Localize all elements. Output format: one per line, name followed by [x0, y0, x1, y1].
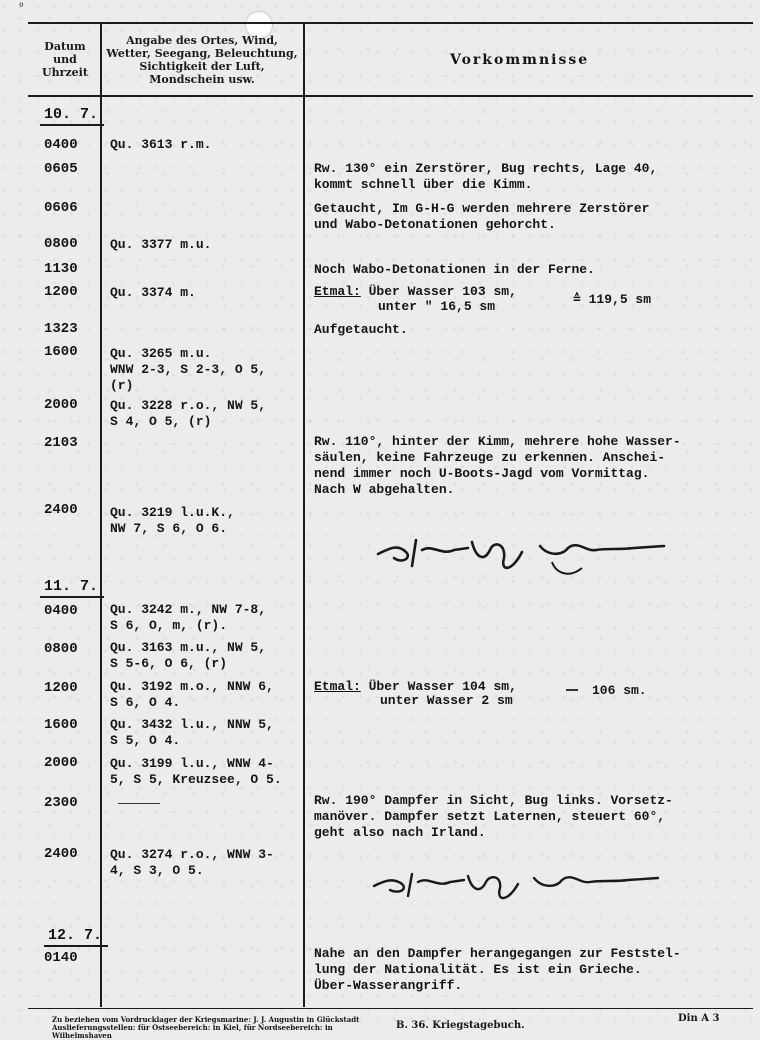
event-0605: Rw. 130° ein Zerstörer, Bug rechts, Lage 40, kommt schnell über die Kimm. — [314, 161, 658, 192]
signature-2 — [368, 858, 668, 910]
position-2400-11: Qu. 3274 r.o., WNW 3- 4, S 3, O 5. — [110, 847, 274, 878]
time-2000: 2000 — [44, 397, 78, 413]
time-2103: 2103 — [44, 435, 78, 451]
time-0800: 0800 — [44, 236, 78, 252]
col-divider-1 — [100, 22, 102, 1007]
time-2300-11: 2300 — [44, 795, 78, 811]
etmal-over-water: Über Wasser 103 sm, — [368, 284, 517, 299]
footer-printer-note: Zu beziehen vom Vordrucklager der Kriegsmarine: J. J. Augustin in Glückstadt Auslieferungsstellen: für Ostseebereich: in Kiel, für Nordseebereich: in Wilhelmshaven — [52, 1015, 360, 1040]
footer-paper-size: Din A 3 — [678, 1013, 720, 1024]
etmal-under-water: unter " 16,5 sm — [378, 299, 496, 314]
top-rule — [28, 22, 753, 24]
event-2103: Rw. 110°, hinter der Kimm, mehrere hohe Wasser- säulen, keine Fahrzeuge zu erkennen. Anschei- nend immer noch U-Boots-Jagd vom Vormittag. Nach W abgehalten. — [314, 434, 681, 497]
event-1130: Noch Wabo-Detonationen in der Ferne. — [314, 262, 595, 277]
etmal-11-7-line2 — [380, 693, 513, 709]
etmal-10-7 — [314, 284, 517, 300]
position-0800-11: Qu. 3163 m.u., NW 5, S 5-6, O 6, (r) — [110, 640, 267, 671]
position-1200: Qu. 3374 m. — [110, 285, 196, 300]
time-0400: 0400 — [44, 137, 78, 153]
time-1323: 1323 — [44, 321, 78, 337]
time-0606: 0606 — [44, 200, 78, 216]
etmal-total-11-7: 106 sm. — [592, 683, 647, 698]
time-1600-11: 1600 — [44, 717, 78, 733]
etmal-over-water-11: Über Wasser 104 sm, — [368, 679, 517, 694]
header-bottom-rule — [28, 95, 753, 97]
etmal-total-10-7: ≙ 119,5 sm — [573, 292, 652, 307]
etmal-label-11: Etmal: — [314, 679, 361, 694]
time-1200-11: 1200 — [44, 680, 78, 696]
etmal-10-7-line2 — [378, 299, 495, 315]
event-0606: Getaucht, Im G-H-G werden mehrere Zerstörer und Wabo-Detonationen gehorcht. — [314, 201, 650, 232]
signature-1 — [372, 522, 682, 584]
footer-form-id: B. 36. Kriegstagebuch. — [396, 1020, 525, 1031]
time-0140-12: 0140 — [44, 950, 78, 966]
date-12-7: 12. 7. — [48, 927, 103, 944]
event-1323: Aufgetaucht. — [314, 322, 408, 337]
position-0800: Qu. 3377 m.u. — [110, 237, 212, 252]
event-2300-11: Rw. 190° Dampfer in Sicht, Bug links. Vorsetz- manöver. Dampfer setzt Laternen, steuert 60°, geht also nach Irland. — [314, 793, 673, 840]
corner-mark: ₒ — [18, 0, 25, 10]
time-1130: 1130 — [44, 261, 78, 277]
time-2000-11: 2000 — [44, 755, 78, 771]
time-2400: 2400 — [44, 502, 78, 518]
position-1200-11: Qu. 3192 m.o., NNW 6, S 6, O 4. — [110, 679, 274, 710]
position-1600-11: Qu. 3432 l.u., NNW 5, S 5, O 4. — [110, 717, 274, 748]
event-0140-12: Nahe an den Dampfer herangegangen zur Feststel- lung der Nationalität. Es ist ein Grieche. Über-Wasserangriff. — [314, 946, 681, 993]
position-2400: Qu. 3219 l.u.K., NW 7, S 6, O 6. — [110, 505, 235, 536]
position-0400: Qu. 3613 r.m. — [110, 137, 212, 152]
footer-rule — [28, 1008, 753, 1009]
time-0400-11: 0400 — [44, 603, 78, 619]
time-1200: 1200 — [44, 284, 78, 300]
etmal-label: Etmal: — [314, 284, 361, 299]
etmal-under-water-11: unter Wasser 2 sm — [380, 693, 513, 708]
date-11-7: 11. 7. — [44, 578, 99, 595]
etmal-equals-dash — [566, 689, 578, 691]
time-0605: 0605 — [44, 161, 78, 177]
date-10-7: 10. 7. — [44, 106, 99, 123]
time-0800-11: 0800 — [44, 641, 78, 657]
header-date-col: Datum und Uhrzeit — [42, 40, 88, 79]
position-0400-11: Qu. 3242 m., NW 7-8, S 6, O, m, (r). — [110, 602, 267, 633]
time-1600: 1600 — [44, 344, 78, 360]
position-1600: Qu. 3265 m.u. WNW 2-3, S 2-3, O 5, (r) — [110, 346, 267, 393]
header-place-col: Angabe des Ortes, Wind, Wetter, Seegang, Beleuchtung, Sichtigkeit der Luft, Mondschein usw. — [106, 34, 298, 86]
position-2000: Qu. 3228 r.o., NW 5, S 4, O 5, (r) — [110, 398, 267, 429]
separator-dash — [118, 803, 160, 804]
time-2400-11: 2400 — [44, 846, 78, 862]
position-2000-11: Qu. 3199 l.u., WNW 4- 5, S 5, Kreuzsee, O 5. — [110, 756, 282, 787]
header-events-col: Vorkommnisse — [450, 52, 590, 68]
